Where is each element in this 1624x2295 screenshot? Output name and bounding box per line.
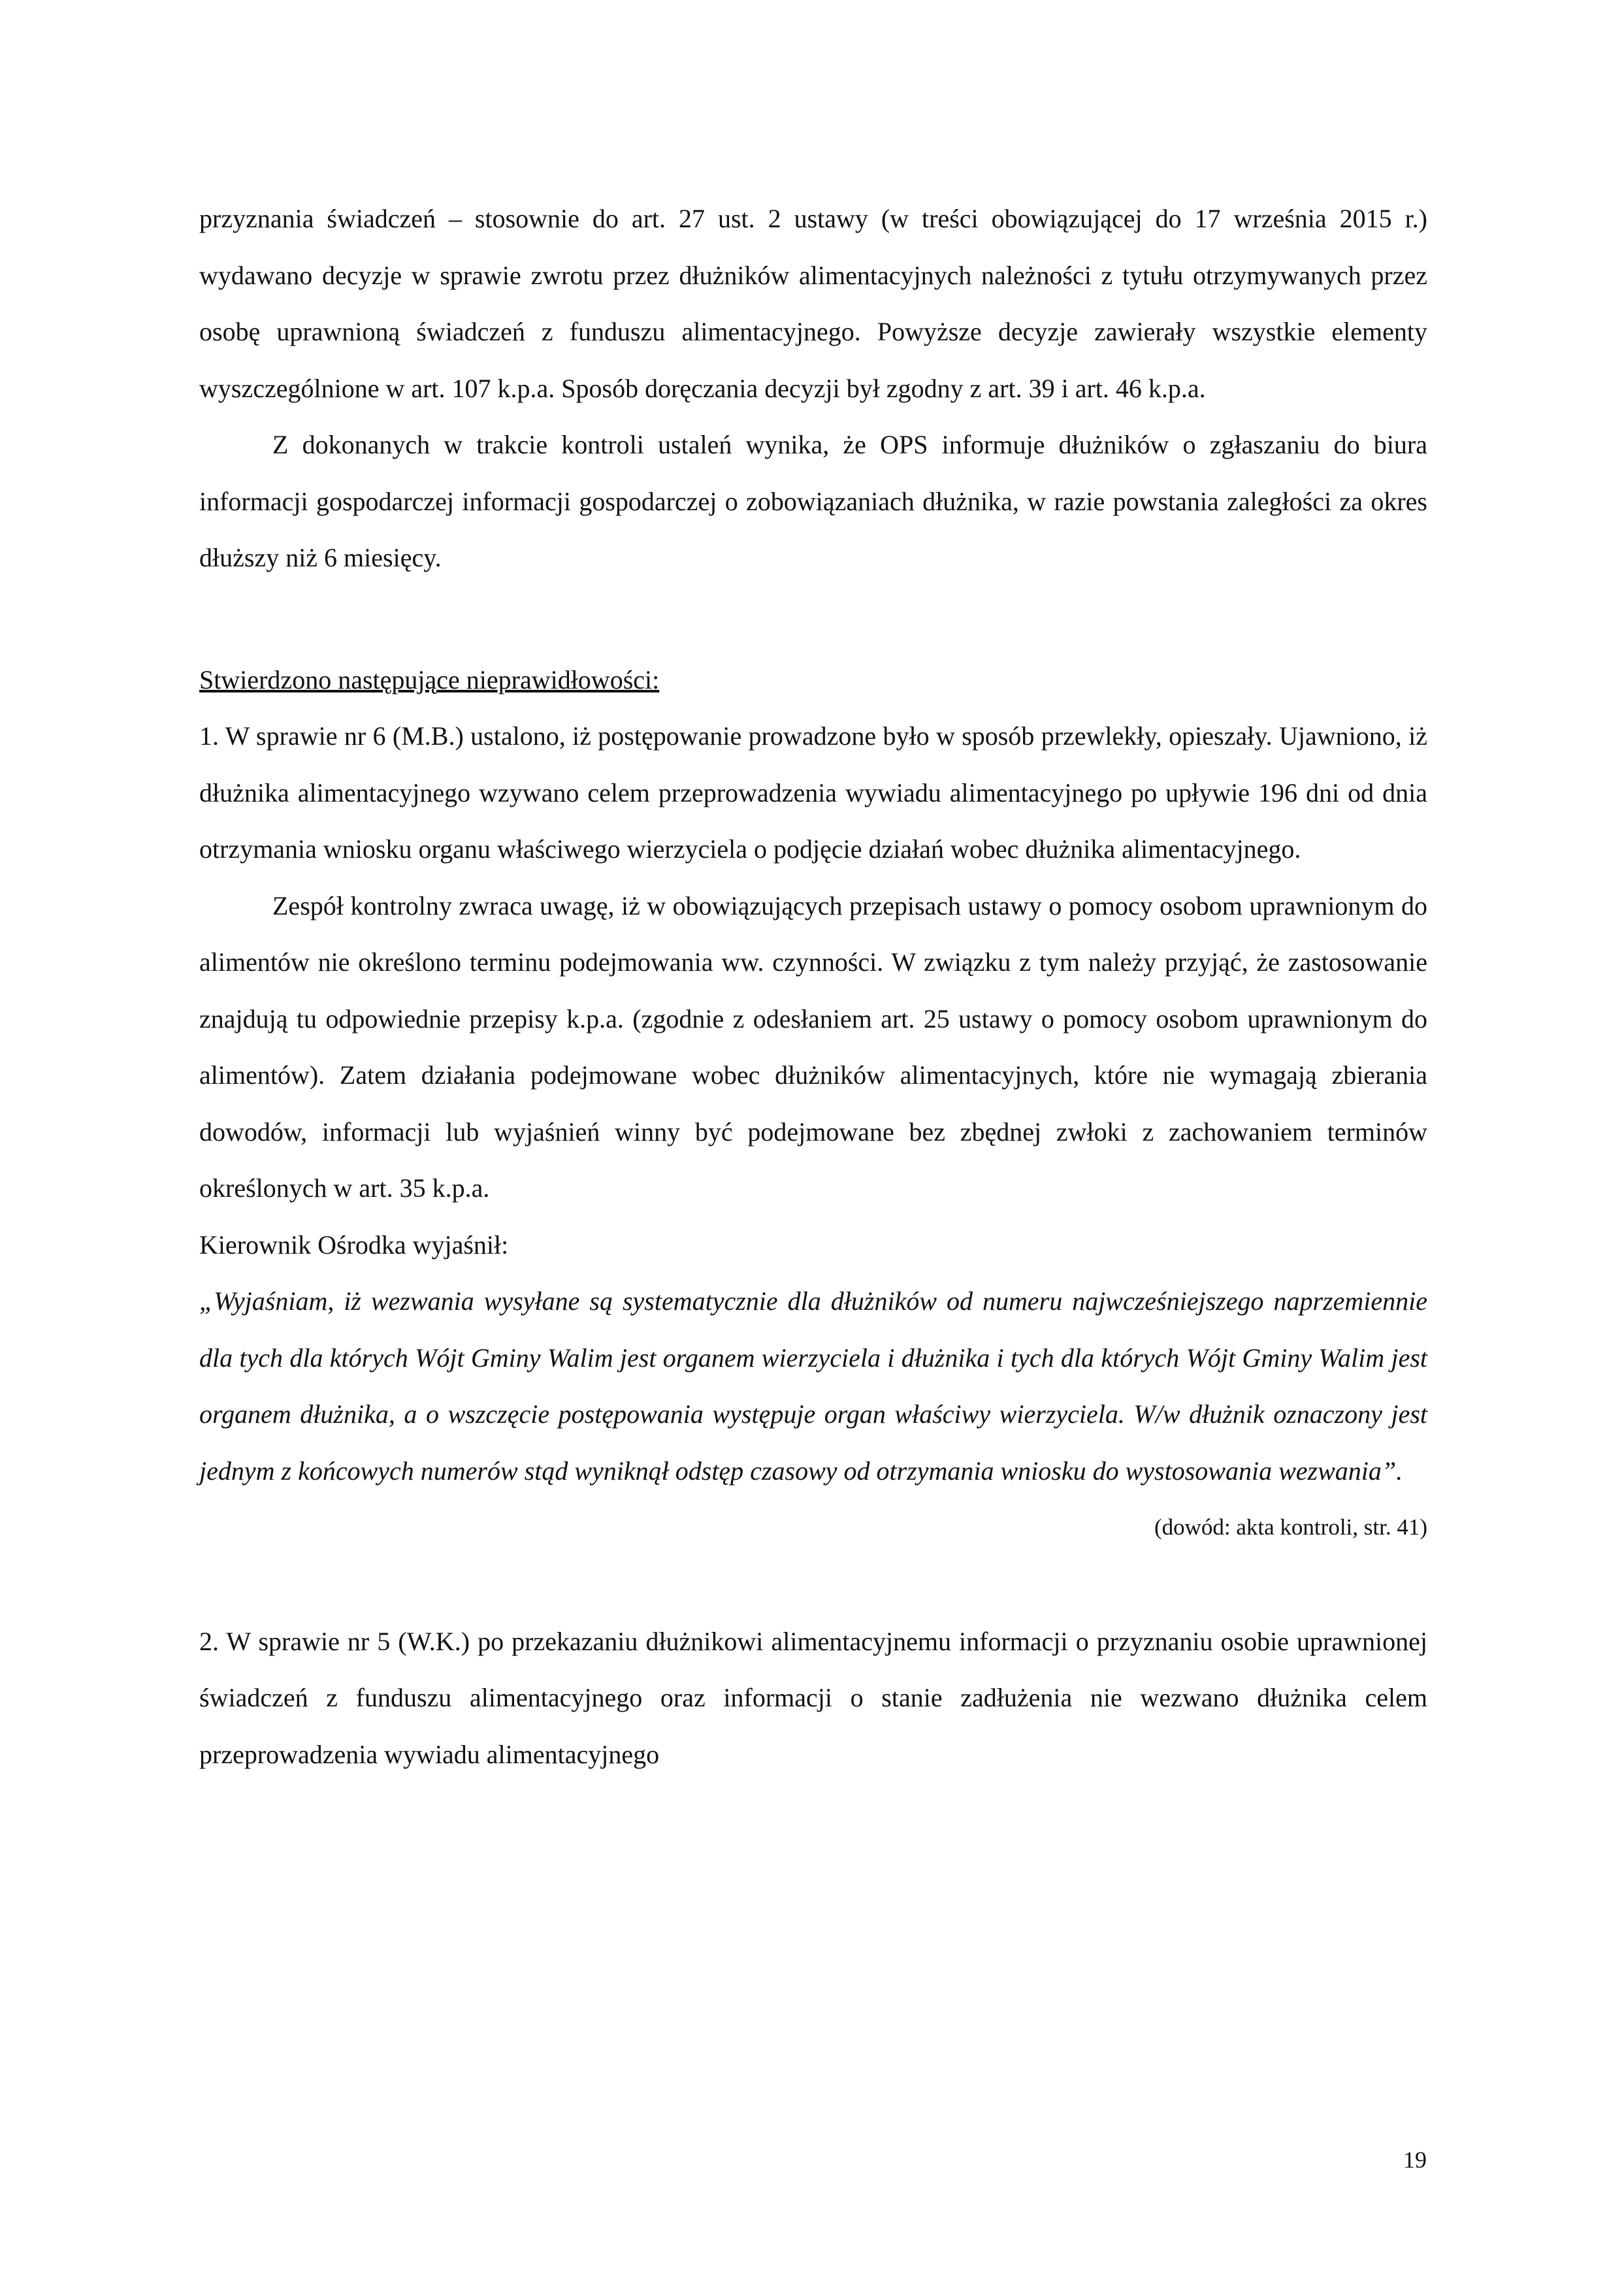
paragraph-irregularity-1: 1. W sprawie nr 6 (M.B.) ustalono, iż postępowanie prowadzone było w sposób przewlekły, opieszały. Ujawniono, iż dłużnika alimentacyjnego wzywano celem przeprowadzenia wywiadu alimentacyjnego po upływie 196 dni od dnia otrzymania wniosku organu właściwego wierzyciela o podjęcie działań wobec dłużnika alimentacyjnego. (199, 721, 1427, 864)
evidence-reference: (dowód: akta kontroli, str. 41) (1154, 1514, 1427, 1540)
paragraph-manager-explained: Kierownik Ośrodka wyjaśnił: (199, 1229, 509, 1260)
quote-explanation: „Wyjaśniam, iż wezwania wysyłane są systematycznie dla dłużników od numeru najwcześniejszego naprzemiennie dla tych dla których Wójt Gminy Walim jest organem wierzyciela i dłużnika i tych dla których Wójt Gminy Walim jest organem dłużnika, a o wszczęcie postępowania występuje organ właściwy wierzyciela. W/w dłużnik oznaczony jest jednym z końcowych numerów stąd wyniknął odstęp czasowy od otrzymania wniosku do wystosowania wezwania”. (199, 1286, 1427, 1486)
paragraph-irregularity-2: 2. W sprawie nr 5 (W.K.) po przekazaniu dłużnikowi alimentacyjnemu informacji o przyznaniu osobie uprawnionej świadczeń z funduszu alimentacyjnego oraz informacji o stanie zadłużenia nie wezwano dłużnika celem przeprowadzenia wywiadu alimentacyjnego (199, 1626, 1427, 1769)
paragraph-ops-informs: Z dokonanych w trakcie kontroli ustaleń wynika, że OPS informuje dłużników o zgłaszaniu do biura informacji gospodarczej informacji gospodarczej o zobowiązaniach dłużnika, w razie powstania zaległości za okres dłuższy niż 6 miesięcy. (199, 430, 1427, 572)
paragraph-decisions: przyznania świadczeń – stosownie do art. 27 ust. 2 ustawy (w treści obowiązującej do 17 września 2015 r.) wydawano decyzje w sprawie zwrotu przez dłużników alimentacyjnych należności z tytułu otrzymywanych przez osobę uprawnioną świadczeń z funduszu alimentacyjnego. Powyższe decyzje zawierały wszystkie elementy wyszczególnione w art. 107 k.p.a. Sposób doręczania decyzji był zgodny z art. 39 i art. 46 k.p.a. (199, 204, 1427, 403)
document-body (199, 191, 1427, 1783)
section-heading-irregularities: Stwierdzono następujące nieprawidłowości: (199, 664, 660, 694)
page-number: 19 (1403, 2147, 1427, 2173)
paragraph-control-team-note: Zespół kontrolny zwraca uwagę, iż w obowiązujących przepisach ustawy o pomocy osobom uprawnionym do alimentów nie określono terminu podejmowania ww. czynności. W związku z tym należy przyjąć, że zastosowanie znajdują tu odpowiednie przepisy k.p.a. (zgodnie z odesłaniem art. 25 ustawy o pomocy osobom uprawnionym do alimentów). Zatem działania podejmowane wobec dłużników alimentacyjnych, które nie wymagają zbierania dowodów, informacji lub wyjaśnień winny być podejmowane bez zbędnej zwłoki z zachowaniem terminów określonych w art. 35 k.p.a. (199, 890, 1427, 1203)
